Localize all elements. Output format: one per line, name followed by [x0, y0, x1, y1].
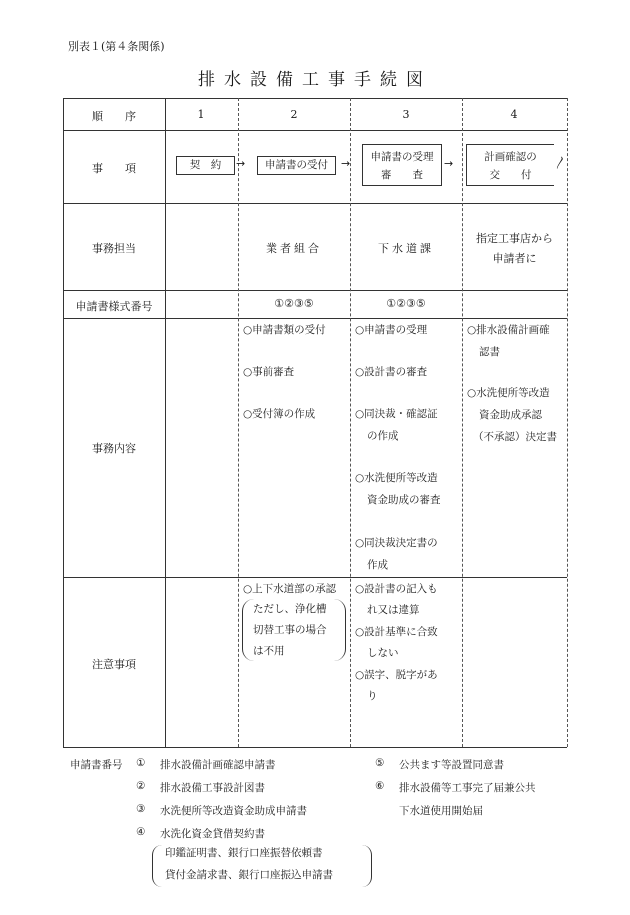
plan-confirmation-box [466, 144, 554, 186]
row-label-content: 事務内容 [92, 442, 136, 455]
footer-num: ⑥ [375, 780, 385, 792]
charge-contractor-line: 指定工事店から [476, 232, 553, 245]
delivery-line: 交 付 [489, 169, 532, 181]
form-numbers: ①②③⑤ [274, 297, 314, 310]
content-item: 認書 [479, 346, 500, 358]
step-number: 1 [197, 108, 205, 121]
note-item: ○設計書の記入も [355, 583, 438, 595]
content-item: ○水洗便所等改造 [355, 472, 438, 484]
footer-num: ④ [136, 826, 146, 838]
content-item: ○受付簿の作成 [243, 408, 316, 420]
footer-item: 水洗化資金貸借契約書 [160, 828, 265, 840]
content-item: ○同決裁決定書の [355, 537, 438, 549]
arrow-icon: → [341, 157, 351, 170]
note-item: 切替工事の場合 [253, 624, 327, 636]
content-item: ○事前審査 [243, 366, 295, 378]
content-item: 資金助成の審査 [367, 494, 441, 506]
content-item: ○設計書の審査 [355, 366, 428, 378]
footer-item: 水洗便所等改造資金助成申請書 [160, 805, 307, 817]
note-item: り [367, 690, 378, 702]
note-item: ○上下水道部の承認 [243, 583, 337, 595]
row-label-notes: 注意事項 [92, 658, 136, 671]
note-item: しない [367, 647, 399, 659]
form-reference: 別表１(第４条関係) [68, 40, 165, 53]
plan-line: 計画確認の [484, 151, 537, 163]
continue-mark-icon: 〳 [554, 156, 568, 171]
footer-item: 公共ます等設置同意書 [399, 759, 504, 771]
note-item: は不用 [253, 645, 285, 657]
page-title: 排水設備工事手続図 [198, 70, 432, 90]
charge-contractor [462, 229, 567, 269]
footer-num: ⑤ [375, 757, 385, 769]
acceptance-box [362, 144, 442, 186]
footer-item: 排水設備工事設計図書 [160, 782, 265, 794]
arrow-icon: → [236, 157, 246, 170]
content-item: 資金助成承認 [479, 409, 542, 421]
contract-box: 契 約 [176, 156, 235, 175]
content-item: ○同決裁・確認証 [355, 408, 438, 420]
content-item: ○水洗便所等改造 [467, 387, 550, 399]
content-item: ○排水設備計画確 [467, 324, 550, 336]
form-numbers: ①②③⑤ [386, 297, 426, 310]
acceptance-line: 申請書の受理 [370, 151, 434, 163]
order-header: 順 序 [92, 110, 136, 123]
footer-num: ② [136, 780, 146, 792]
footer-item: 下水道使用開始届 [399, 805, 483, 817]
step-number: 4 [510, 108, 518, 121]
footer-label: 申請書番号 [70, 759, 123, 771]
footer-item: 排水設備等工事完了届兼公共 [399, 782, 536, 794]
footer-bracket-line: 印鑑証明書、銀行口座振替依頼書 [165, 847, 323, 859]
receipt-box: 申請書の受付 [257, 156, 336, 175]
note-item: ○設計基準に合致 [355, 626, 438, 638]
note-item: ただし、浄化槽 [253, 603, 327, 615]
charge-sewer-dept: 下水道課 [378, 242, 434, 255]
content-item: 作成 [367, 559, 388, 571]
note-item: れ又は違算 [367, 604, 420, 616]
footer-num: ③ [136, 803, 146, 815]
footer-item: 排水設備計画確認申請書 [160, 759, 276, 771]
footer-bracket-line: 貸付金請求書、銀行口座振込申請書 [165, 869, 333, 881]
content-item: ○申請書の受理 [355, 324, 428, 336]
row-label-matters: 事 項 [92, 162, 136, 175]
arrow-icon: → [444, 157, 454, 170]
charge-contractor-line: 申請者に [492, 252, 537, 265]
content-item: ○申請書類の受付 [243, 324, 326, 336]
content-item: （不承認）決定書 [473, 431, 557, 443]
step-number: 2 [290, 108, 298, 121]
content-item: の作成 [367, 430, 399, 442]
row-label-charge: 事務担当 [92, 242, 136, 255]
row-label-form-no: 申請書様式番号 [75, 300, 153, 313]
step-number: 3 [402, 108, 410, 121]
review-line: 審 査 [381, 169, 423, 181]
note-item: ○誤字、脱字があ [355, 669, 438, 681]
footer-num: ① [136, 757, 146, 769]
charge-union: 業者組合 [266, 242, 322, 255]
